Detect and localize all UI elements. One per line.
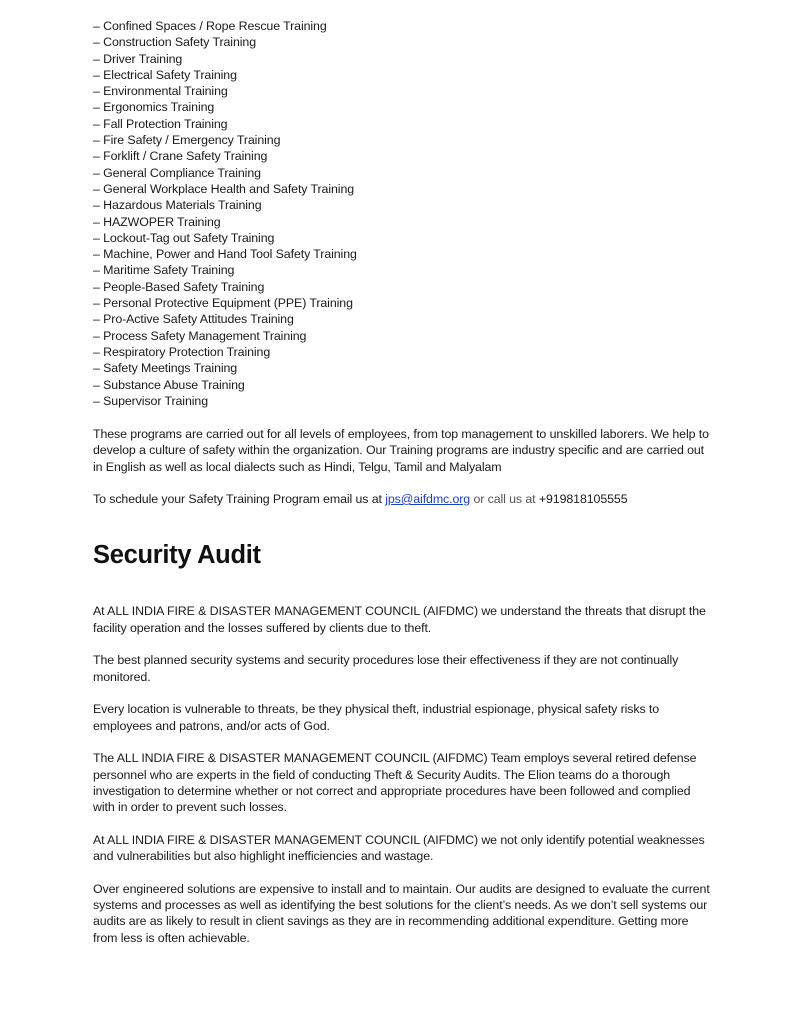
training-item: – General Workplace Health and Safety Training <box>93 181 355 196</box>
training-item: – General Compliance Training <box>93 165 261 180</box>
audit-paragraph: Every location is vulnerable to threats, be they physical theft, industrial espionage, physical safety risks to employees and patrons, and/or acts of God. <box>93 702 660 733</box>
audit-paragraph: The ALL INDIA FIRE & DISASTER MANAGEMENT COUNCIL (AIFDMC) Team employs several retired defense personnel who are experts in the field of conducting Theft & Security Audits. The Elion teams do a thorough investigation to determine whether or not correct and appropriate procedures have been followed and complied with in order to prevent such losses. <box>93 751 697 815</box>
training-item: – Pro-Active Safety Attitudes Training <box>93 312 294 327</box>
email-link[interactable]: jps@aifdmc.org <box>385 492 471 507</box>
training-item: – Forklift / Crane Safety Training <box>93 149 268 164</box>
training-item: – Personal Protective Equipment (PPE) Training <box>93 296 353 311</box>
training-item: – HAZWOPER Training <box>93 214 221 229</box>
training-item: – Environmental Training <box>93 84 228 99</box>
training-item: – Hazardous Materials Training <box>93 198 262 213</box>
section-heading: Security Audit <box>93 541 261 570</box>
phone-number: +919818105555 <box>538 492 628 507</box>
training-item: – Fire Safety / Emergency Training <box>93 133 281 148</box>
training-item: – Electrical Safety Training <box>93 67 237 82</box>
document-page <box>93 18 713 946</box>
training-item: – Supervisor Training <box>93 393 208 408</box>
schedule-middle: or call us at <box>470 492 539 507</box>
training-list <box>93 18 713 409</box>
audit-paragraph: At ALL INDIA FIRE & DISASTER MANAGEMENT COUNCIL (AIFDMC) we not only identify potential weaknesses and vulnerabilities but also highlight inefficiencies and wastage. <box>93 832 705 864</box>
schedule-prefix: To schedule your Safety Training Program email us at <box>93 492 386 507</box>
training-item: – Substance Abuse Training <box>93 377 245 392</box>
programs-paragraph: These programs are carried out for all levels of employees, from top management to unskilled laborers. We help to develop a culture of safety within the organization. Our Training programs are industry specific and are carried out in English as well as local dialects such as Hindi, Telgu, Tamil and Malyalam <box>93 427 709 474</box>
training-item: – Ergonomics Training <box>93 100 215 115</box>
audit-paragraph: Over engineered solutions are expensive to install and to maintain. Our audits are designed to evaluate the current systems and processes as well as identifying the best solutions for the client’s needs. As we don’t sell systems our audits are as likely to result in client savings as they are in recommending additional expenditure. Getting more from less is often achievable. <box>93 881 710 945</box>
training-item: – Machine, Power and Hand Tool Safety Training <box>93 247 357 262</box>
training-item: – Confined Spaces / Rope Rescue Training <box>93 19 327 33</box>
training-item: – Safety Meetings Training <box>93 361 238 376</box>
training-item: – Lockout-Tag out Safety Training <box>93 230 275 245</box>
training-item: – Construction Safety Training <box>93 35 256 50</box>
audit-paragraph: The best planned security systems and security procedures lose their effectiveness if they are not continually monitored. <box>93 653 679 684</box>
training-item: – Respiratory Protection Training <box>93 344 271 359</box>
training-item: – Maritime Safety Training <box>93 263 235 278</box>
training-item: – Fall Protection Training <box>93 116 228 131</box>
audit-paragraph: At ALL INDIA FIRE & DISASTER MANAGEMENT COUNCIL (AIFDMC) we understand the threats that disrupt the facility operation and the losses suffered by clients due to theft. <box>93 604 706 635</box>
training-item: – Driver Training <box>93 51 183 66</box>
schedule-paragraph <box>93 491 713 507</box>
training-item: – People-Based Safety Training <box>93 279 265 294</box>
training-item: – Process Safety Management Training <box>93 328 307 343</box>
